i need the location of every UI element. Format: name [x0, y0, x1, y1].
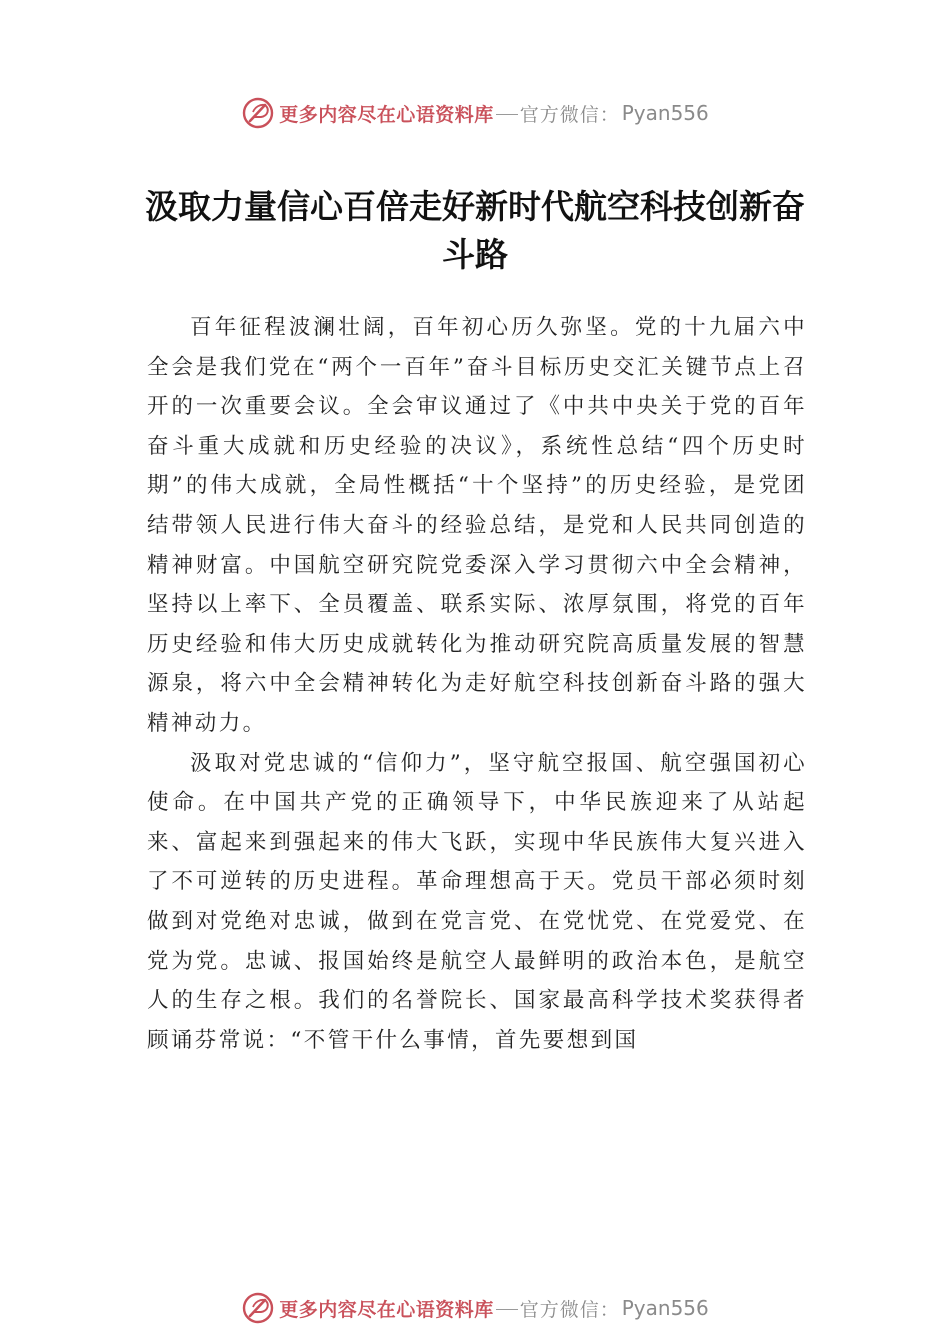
quill-logo-icon	[241, 96, 275, 130]
paragraph: 百年征程波澜壮阔，百年初心历久弥坚。党的十九届六中全会是我们党在“两个一百年”奋斗目标历史交汇关键节点上召开的一次重要会议。全会审议通过了《中共中央关于党的百年奋斗重大成就和历史经验的决议》，系统性总结“四个历史时期”的伟大成就，全局性概括“十个坚持”的历史经验，是党团结带领人民进行伟大奋斗的经验总结，是党和人民共同创造的精神财富。中国航空研究院党委深入学习贯彻六中全会精神，坚持以上率下、全员覆盖、联系实际、浓厚氛围，将党的百年历史经验和伟大历史成就转化为推动研究院高质量发展的智慧源泉，将六中全会精神转化为走好航空科技创新奋斗路的强大精神动力。	[147, 315, 807, 736]
library-brand-text: 更多内容尽在心语资料库	[279, 103, 494, 126]
wechat-id: Pyan556	[621, 1296, 709, 1320]
separator-dash	[496, 1309, 518, 1310]
wechat-label: 官方微信：	[519, 1298, 620, 1321]
library-brand-text: 更多内容尽在心语资料库	[279, 1298, 494, 1321]
paragraph: 汲取对党忠诚的“信仰力”，坚守航空报国、航空强国初心使命。在中国共产党的正确领导下，中华民族迎来了从站起来、富起来到强起来的伟大飞跃，实现中华民族伟大复兴进入了不可逆转的历史进程。革命理想高于天。党员干部必须时刻做到对党绝对忠诚，做到在党言党、在党忧党、在党爱党、在党为党。忠诚、报国始终是航空人最鲜明的政治本色，是航空人的生存之根。我们的名誉院长、国家最高科学技术奖获得者顾诵芬常说：“不管干什么事情，首先要想到国	[147, 750, 807, 1053]
footer-watermark-banner	[0, 1288, 950, 1328]
wechat-label: 官方微信：	[519, 103, 620, 126]
document-title: 汲取力量信心百倍走好新时代航空科技创新奋斗路	[145, 187, 805, 274]
header-watermark-banner	[0, 93, 950, 133]
quill-logo-icon	[241, 1291, 275, 1325]
document-body	[147, 308, 807, 1060]
wechat-id: Pyan556	[621, 101, 709, 125]
separator-dash	[496, 114, 518, 115]
